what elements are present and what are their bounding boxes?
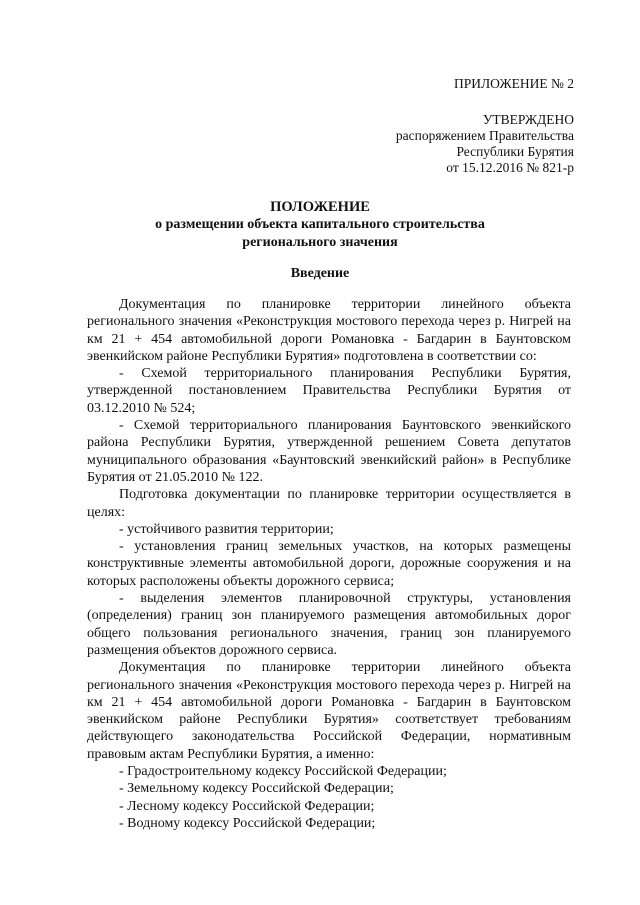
approval-republic-line: Республики Бурятия	[456, 144, 574, 159]
approval-order-line: распоряжением Правительства	[395, 128, 574, 143]
paragraph: - Схемой территориального планирования Баунтовского эвенкийского района Республики Бурятия, утвержденной решением Совета депутатов муниципального образования «Баунтовский эвенкийский район» в Республике Бурятия от 21.05.2010 № 122.	[87, 418, 571, 485]
paragraph: Подготовка документации по планировке территории осуществляется в целях:	[87, 487, 571, 520]
paragraph: Документация по планировке территории линейного объекта регионального значения «Реконструкция мостового перехода через р. Нигрей на км 21 + 454 автомобильной дороги Романовка - Багдарин в Баунтовском эвенкийском районе Республики Бурятия» подготовлена в соответствии со:	[87, 297, 571, 364]
document-title	[0, 198, 640, 252]
appendix-number: ПРИЛОЖЕНИЕ № 2	[453, 76, 574, 91]
approved-stamp: УТВЕРЖДЕНО	[482, 112, 574, 127]
title-main: ПОЛОЖЕНИЕ	[270, 199, 370, 215]
body-text	[87, 296, 571, 832]
paragraph: - установления границ земельных участков, на которых размещены конструктивные элементы автомобильной дороги, дорожные сооружения и на которых расположены объекты дорожного сервиса;	[87, 539, 571, 589]
paragraph: Документация по планировке территории линейного объекта регионального значения «Реконструкция мостового перехода через р. Нигрей на км 21 + 454 автомобильной дороги Романовка - Багдарин в Баунтовском эвенкийском районе Республики Бурятия» соответствует требованиям действующего законодательства Российской Федерации, нормативным правовым актам Республики Бурятия, а именно:	[87, 660, 571, 762]
section-heading: Введение	[290, 266, 350, 281]
approval-header	[396, 76, 574, 176]
title-line-2: о размещении объекта капитального строительства	[155, 217, 485, 232]
paragraph: - Водному кодексу Российской Федерации;	[119, 815, 376, 831]
paragraph: - Земельному кодексу Российской Федерации;	[119, 781, 394, 797]
paragraph: - устойчивого развития территории;	[119, 521, 334, 537]
paragraph: - Градостроительному кодексу Российской Федерации;	[119, 764, 447, 780]
title-line-3: регионального значения	[242, 235, 398, 250]
paragraph: - Схемой территориального планирования Республики Бурятия, утвержденной постановлением Правительства Республики Бурятия от 03.12.2010 № 524;	[87, 366, 571, 416]
paragraph: - выделения элементов планировочной структуры, установления (определения) границ зон планируемого размещения автомобильных дорог общего пользования регионального значения, границ зон планируемого размещения объектов дорожного сервиса.	[87, 591, 571, 658]
approval-date-line: от 15.12.2016 № 821-р	[446, 160, 574, 175]
paragraph: - Лесному кодексу Российской Федерации;	[119, 798, 375, 814]
